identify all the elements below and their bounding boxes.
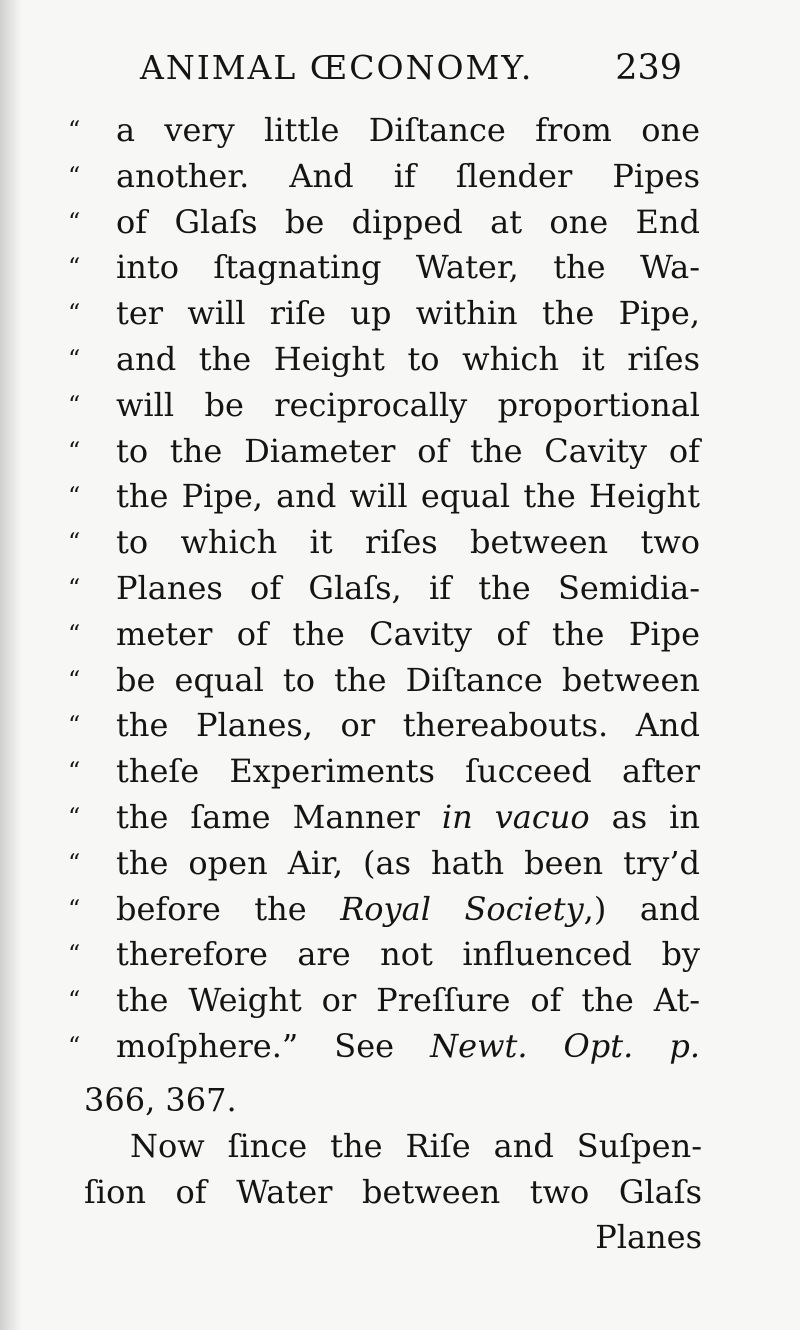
- text-segment: and the Height to which it riſes: [116, 339, 700, 378]
- text-segment: the Pipe, and will equal the Height: [116, 477, 700, 516]
- quotation-mark: “: [68, 573, 81, 602]
- text-line: [116, 154, 700, 200]
- quotation-mark: “: [68, 894, 81, 923]
- quotation-mark: “: [68, 619, 81, 648]
- text-segment: ter will riſe up within the Pipe,: [116, 294, 700, 333]
- paragraph-line: Now ſince the Riſe and Suſpen-: [130, 1126, 702, 1165]
- text-line: [116, 703, 700, 749]
- quotation-mark: “: [68, 802, 81, 831]
- text-segment: of Glaſs be dipped at one End: [116, 202, 700, 241]
- quotation-mark: “: [68, 436, 81, 465]
- catchword: Planes: [595, 1218, 702, 1257]
- text-line: [116, 932, 700, 978]
- text-line: [116, 383, 700, 429]
- text-line: [116, 978, 700, 1024]
- text-line: [116, 566, 700, 612]
- text-line: [116, 887, 700, 933]
- quotation-mark: “: [68, 116, 81, 144]
- page-edge-shadow: [0, 0, 22, 1330]
- text-segment: therefore are not influenced by: [116, 935, 700, 974]
- text-line: [116, 520, 700, 566]
- quotation-mark: “: [68, 344, 81, 373]
- text-segment: as in: [589, 797, 701, 836]
- text-line: [116, 429, 700, 475]
- quoted-passage: [116, 108, 700, 1070]
- text-line: [116, 291, 700, 337]
- text-segment: theſe Experiments ſucceed after: [116, 752, 700, 791]
- text-segment: Planes of Glaſs, if the Semidia-: [116, 568, 700, 607]
- italic-text-segment: Royal Society: [340, 889, 584, 928]
- quotation-mark: “: [68, 1031, 81, 1060]
- text-line: [116, 245, 700, 291]
- italic-text-segment: in vacuo: [441, 797, 590, 836]
- quotation-mark: “: [68, 482, 81, 511]
- italic-text-segment: Newt. Opt. p.: [430, 1026, 700, 1065]
- quotation-mark: “: [68, 207, 81, 236]
- quotation-mark: “: [68, 757, 81, 786]
- quotation-mark-column: [68, 108, 108, 1070]
- text-line: [116, 749, 700, 795]
- text-line: [116, 658, 700, 704]
- quotation-mark: “: [68, 528, 81, 557]
- citation-continuation-line: 366, 367.: [84, 1081, 237, 1119]
- text-line: [116, 612, 700, 658]
- text-segment: the open Air, (as hath been try’d: [116, 843, 700, 882]
- text-segment: the ſame Manner: [116, 797, 442, 836]
- text-segment: the Weight or Preſſure of the At-: [116, 981, 700, 1020]
- text-line: [116, 795, 700, 841]
- body-continuation: [84, 1078, 702, 1261]
- text-segment: to which it riſes between two: [116, 523, 700, 562]
- text-segment: a very little Diſtance from one: [116, 111, 700, 149]
- text-segment: to the Diameter of the Cavity of: [116, 431, 700, 470]
- text-segment: will be reciprocally proportional: [116, 385, 700, 424]
- paragraph-line: ſion of Water between two Glaſs: [84, 1172, 702, 1211]
- quotation-mark: “: [68, 711, 81, 740]
- text-line: [116, 108, 700, 154]
- text-segment: before the: [116, 889, 341, 928]
- text-segment: ,) and: [583, 889, 701, 928]
- text-segment: another. And if ſlender Pipes: [116, 156, 700, 195]
- text-line: [116, 200, 700, 246]
- quotation-mark: “: [68, 986, 81, 1015]
- text-segment: be equal to the Diſtance between: [116, 660, 700, 699]
- quotation-mark: “: [68, 940, 81, 969]
- text-line: [116, 841, 700, 887]
- quotation-mark: “: [68, 299, 81, 328]
- quotation-mark: “: [68, 848, 81, 877]
- text-line: [116, 474, 700, 520]
- quotation-mark: “: [68, 390, 81, 419]
- text-line: [116, 337, 700, 383]
- text-segment: into ſtagnating Water, the Wa-: [116, 248, 700, 287]
- running-title: ANIMAL ŒCONOMY.: [140, 48, 534, 87]
- running-header: [140, 40, 700, 96]
- quotation-mark: “: [68, 253, 81, 282]
- page-number: 239: [615, 48, 682, 88]
- quotation-mark: “: [68, 665, 81, 694]
- quotation-mark: “: [68, 161, 81, 190]
- text-segment: meter of the Cavity of the Pipe: [116, 614, 700, 653]
- text-segment: the Planes, or thereabouts. And: [116, 706, 700, 745]
- text-line: [116, 1024, 700, 1070]
- text-segment: moſphere.” See: [116, 1026, 431, 1065]
